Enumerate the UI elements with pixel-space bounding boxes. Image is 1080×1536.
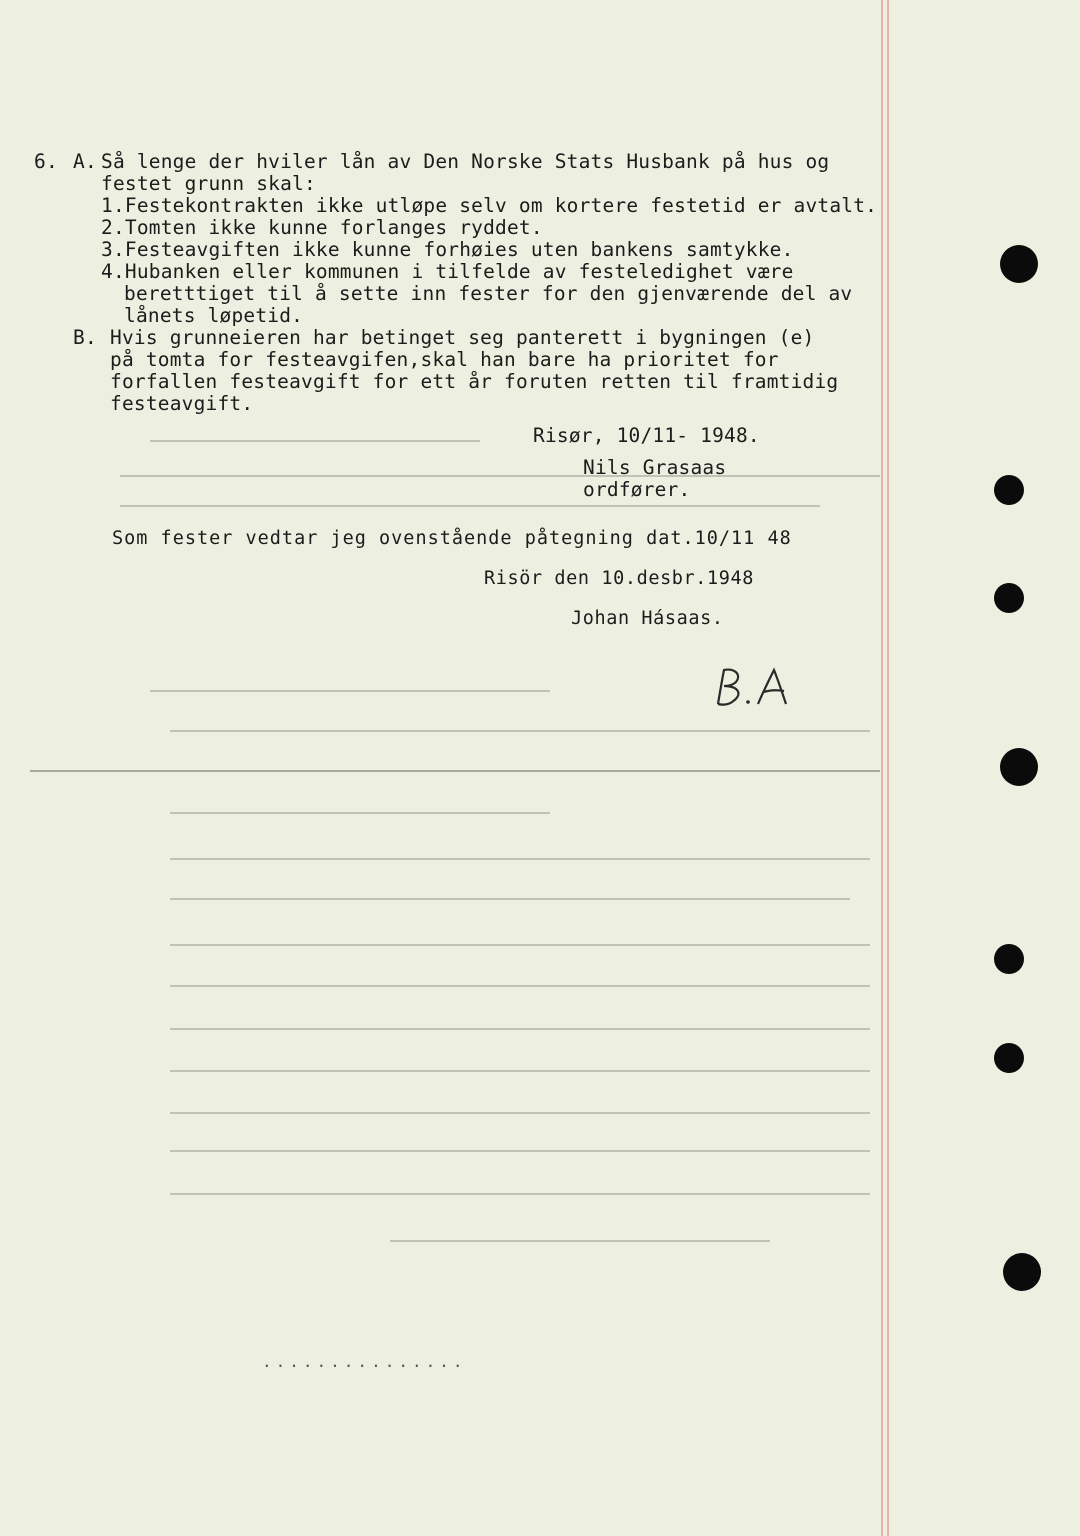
acceptance-name: Johan Hásaas. xyxy=(571,608,724,629)
bleed-through-line xyxy=(170,985,870,987)
bleed-through-line xyxy=(390,1240,770,1242)
section-a-item: 2.Tomten ikke kunne forlanges ryddet. xyxy=(101,216,543,239)
bleed-through-dots: ............... xyxy=(262,1352,467,1371)
signature-place-date: Risør, 10/11- 1948. xyxy=(533,424,760,447)
punch-hole xyxy=(994,1043,1024,1073)
acceptance-place-date: Risör den 10.desbr.1948 xyxy=(484,568,754,589)
section-b-line: Hvis grunneieren har betinget seg panterett i bygningen (e) xyxy=(110,326,815,349)
signature-name: Nils Grasaas xyxy=(583,456,727,479)
section-number: 6. xyxy=(34,150,58,173)
punch-hole xyxy=(1003,1253,1041,1291)
acceptance-statement: Som fester vedtar jeg ovenstående påtegning dat.10/11 48 xyxy=(112,528,792,549)
punch-hole xyxy=(994,944,1024,974)
bleed-through-line xyxy=(170,944,870,946)
bleed-through-line xyxy=(170,858,870,860)
signature-title: ordfører. xyxy=(583,478,691,501)
punch-hole xyxy=(994,583,1024,613)
section-b-line: forfallen festeavgift for ett år foruten retten til framtidig xyxy=(110,370,839,393)
section-a-item: 4.Hubanken eller kommunen i tilfelde av festeledighet være xyxy=(101,260,794,283)
bleed-through-line xyxy=(30,770,880,772)
punch-hole xyxy=(1000,748,1038,786)
bleed-through-line xyxy=(170,1070,870,1072)
margin-rule xyxy=(881,0,883,1536)
handwritten-initials xyxy=(708,664,804,712)
bleed-through-line xyxy=(170,730,870,732)
section-a-item: lånets løpetid. xyxy=(124,304,304,327)
bleed-through-line xyxy=(170,898,850,900)
section-b-line: på tomta for festeavgifen,skal han bare ha prioritet for xyxy=(110,348,779,371)
section-b-label: B. xyxy=(73,326,97,349)
bleed-through-line xyxy=(150,440,480,442)
bleed-through-line xyxy=(170,812,550,814)
bleed-through-line xyxy=(120,505,820,507)
section-a-label: A. xyxy=(73,150,97,173)
bleed-through-line xyxy=(170,1112,870,1114)
margin-rule xyxy=(887,0,889,1536)
punch-hole xyxy=(994,475,1024,505)
section-b-line: festeavgift. xyxy=(110,392,254,415)
section-a-item: 1.Festekontrakten ikke utløpe selv om kortere festetid er avtalt. xyxy=(101,194,878,217)
section-a-intro: festet grunn skal: xyxy=(101,172,316,195)
punch-hole xyxy=(1000,245,1038,283)
section-a-intro: Så lenge der hviler lån av Den Norske Stats Husbank på hus og xyxy=(101,150,830,173)
bleed-through-line xyxy=(120,475,880,477)
bleed-through-line xyxy=(170,1150,870,1152)
bleed-through-line xyxy=(170,1028,870,1030)
section-a-item: 3.Festeavgiften ikke kunne forhøies uten bankens samtykke. xyxy=(101,238,794,261)
bleed-through-line xyxy=(150,690,550,692)
bleed-through-line xyxy=(170,1193,870,1195)
section-a-item: beretttiget til å sette inn fester for den gjenværende del av xyxy=(124,282,853,305)
